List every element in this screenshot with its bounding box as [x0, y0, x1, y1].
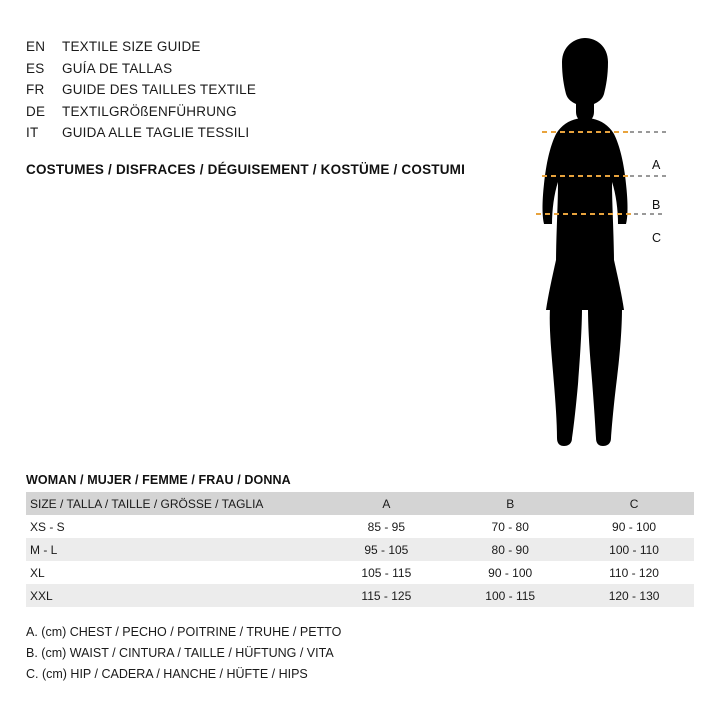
language-row — [26, 122, 446, 144]
table-header — [26, 492, 694, 515]
language-text: TEXTILGRÖßENFÜHRUNG — [62, 103, 237, 119]
column-header-a: A — [322, 492, 446, 515]
table-row — [26, 561, 694, 584]
cell-c: 120 - 130 — [570, 584, 694, 607]
cell-c: 90 - 100 — [570, 515, 694, 538]
figure-illustration — [480, 28, 690, 448]
language-text: GUIDA ALLE TAGLIE TESSILI — [62, 125, 250, 140]
language-row — [26, 58, 446, 80]
column-header-b: B — [446, 492, 570, 515]
note-hip: C. (cm) HIP / CADERA / HANCHE / HÜFTE / HIPS — [26, 667, 308, 681]
cell-a: 85 - 95 — [322, 515, 446, 538]
table-header-row — [26, 492, 694, 515]
cell-size: XS - S — [26, 515, 322, 538]
language-code: EN — [26, 39, 46, 54]
cell-b: 90 - 100 — [446, 561, 570, 584]
measurement-notes — [26, 622, 341, 685]
cell-size: XL — [26, 561, 322, 584]
size-table — [26, 492, 694, 607]
cell-a: 115 - 125 — [322, 584, 446, 607]
cell-c: 100 - 110 — [570, 538, 694, 561]
language-code: ES — [26, 60, 45, 76]
callout-label-b: B — [652, 198, 661, 212]
language-text: GUÍA DE TALLAS — [62, 60, 173, 76]
cell-c: 110 - 120 — [570, 561, 694, 584]
note-waist: B. (cm) WAIST / CINTURA / TAILLE / HÜFTUNG / VITA — [26, 646, 334, 660]
column-header-size: SIZE / TALLA / TAILLE / GRÖSSE / TAGLIA — [26, 492, 322, 515]
callout-label-c: C — [652, 231, 662, 245]
language-code: IT — [26, 125, 39, 140]
cell-size: XXL — [26, 584, 322, 607]
costumes-subtitle: COSTUMES / DISFRACES / DÉGUISEMENT / KOSTÜME / COSTUMI — [26, 162, 466, 177]
language-row — [26, 79, 446, 101]
language-row — [26, 101, 446, 123]
cell-b: 70 - 80 — [446, 515, 570, 538]
table-body — [26, 515, 694, 607]
cell-b: 100 - 115 — [446, 584, 570, 607]
language-code: DE — [26, 103, 46, 119]
table-section-title: WOMAN / MUJER / FEMME / FRAU / DONNA — [26, 473, 291, 487]
note-chest: A. (cm) CHEST / PECHO / POITRINE / TRUHE / PETTO — [26, 625, 342, 639]
cell-a: 105 - 115 — [322, 561, 446, 584]
language-code: FR — [26, 82, 45, 97]
language-text: GUIDE DES TAILLES TEXTILE — [62, 82, 257, 97]
cell-a: 95 - 105 — [322, 538, 446, 561]
column-header-c: C — [570, 492, 694, 515]
table-row — [26, 515, 694, 538]
language-text: TEXTILE SIZE GUIDE — [62, 39, 201, 54]
table-row — [26, 538, 694, 561]
cell-b: 80 - 90 — [446, 538, 570, 561]
table-row — [26, 584, 694, 607]
language-row — [26, 36, 446, 58]
language-list — [26, 36, 446, 144]
callout-label-a: A — [652, 158, 661, 172]
cell-size: M - L — [26, 538, 322, 561]
